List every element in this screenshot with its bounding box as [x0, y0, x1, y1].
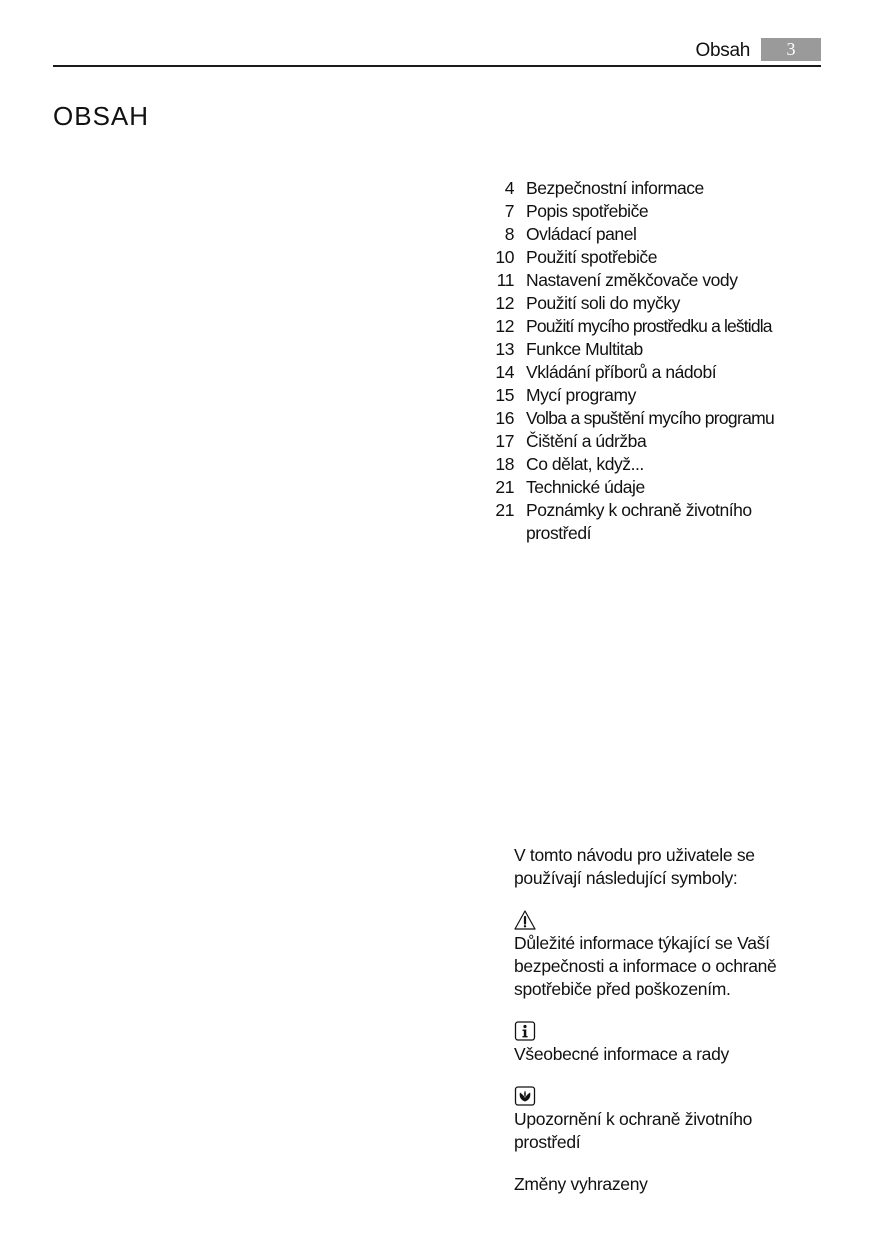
toc-page-number: 10: [495, 247, 514, 267]
toc-entry[interactable]: [490, 177, 820, 200]
header-section-title: Obsah: [695, 40, 750, 61]
toc-title: Funkce Multitab: [526, 339, 643, 359]
toc-page-number: 21: [495, 500, 514, 520]
toc-title: Poznámky k ochraně životního prostředí: [526, 500, 752, 543]
toc-title: Popis spotřebiče: [526, 201, 649, 221]
toc-title: Nastavení změkčovače vody: [526, 270, 738, 290]
toc-title: Použití mycího prostředku a leštidla: [526, 316, 772, 336]
toc-entry[interactable]: [490, 223, 820, 246]
toc-page-number: 11: [496, 270, 514, 290]
symbols-intro: V tomto návodu pro uživatele se používají následující symboly:: [514, 845, 755, 888]
toc-title: Vkládání příborů a nádobí: [526, 362, 717, 382]
toc-page-number: 13: [495, 339, 514, 359]
changes-reserved-note: Změny vyhrazeny: [514, 1174, 648, 1194]
toc-title: Použití soli do myčky: [526, 293, 680, 313]
toc-page-number: 8: [504, 224, 514, 244]
table-of-contents: [490, 177, 820, 545]
toc-entry[interactable]: [490, 338, 820, 361]
toc-entry[interactable]: [490, 292, 820, 315]
toc-entry[interactable]: [490, 453, 820, 476]
symbol-item-environment: [514, 1085, 814, 1154]
toc-title: Co dělat, když...: [526, 454, 644, 474]
symbol-warning-text: Důležité informace týkající se Vaší bezpečnosti a informace o ochraně spotřebiče před poškozením.: [514, 933, 777, 999]
symbol-environment-text: Upozornění k ochraně životního prostředí: [514, 1109, 753, 1152]
toc-entry[interactable]: [490, 315, 820, 338]
toc-entry[interactable]: [490, 200, 820, 223]
toc-title: Mycí programy: [526, 385, 636, 405]
toc-page-number: 21: [495, 477, 514, 497]
toc-page-number: 4: [504, 178, 514, 198]
toc-entry[interactable]: [490, 476, 820, 499]
header-divider: [53, 65, 821, 67]
symbols-legend: [514, 844, 814, 1196]
toc-entry[interactable]: [490, 269, 820, 292]
toc-entry[interactable]: [490, 430, 820, 453]
toc-page-number: 12: [495, 293, 514, 313]
toc-title: Technické údaje: [526, 477, 645, 497]
info-icon: [514, 1020, 536, 1042]
symbol-item-warning: [514, 909, 814, 1001]
toc-title: Čištění a údržba: [526, 431, 647, 451]
page-title: OBSAH: [53, 101, 150, 131]
page-number-badge: 3: [761, 38, 821, 61]
toc-title: Ovládací panel: [526, 224, 637, 244]
toc-page-number: 18: [495, 454, 514, 474]
toc-page-number: 14: [495, 362, 514, 382]
toc-page-number: 7: [504, 201, 514, 221]
toc-page-number: 17: [495, 431, 514, 451]
toc-title: Použití spotřebiče: [526, 247, 658, 267]
environment-icon: [514, 1085, 536, 1107]
toc-page-number: 15: [495, 385, 514, 405]
toc-entry[interactable]: [490, 246, 820, 269]
toc-title: Volba a spuštění mycího programu: [526, 408, 775, 428]
toc-title: Bezpečnostní informace: [526, 178, 704, 198]
warning-triangle-icon: [514, 909, 536, 931]
toc-entry[interactable]: [490, 384, 820, 407]
toc-page-number: 16: [495, 408, 514, 428]
toc-entry[interactable]: [490, 499, 820, 545]
symbol-item-info: [514, 1020, 814, 1066]
toc-entry[interactable]: [490, 361, 820, 384]
toc-entry[interactable]: [490, 407, 820, 430]
symbol-info-text: Všeobecné informace a rady: [514, 1044, 729, 1064]
toc-page-number: 12: [495, 316, 514, 336]
